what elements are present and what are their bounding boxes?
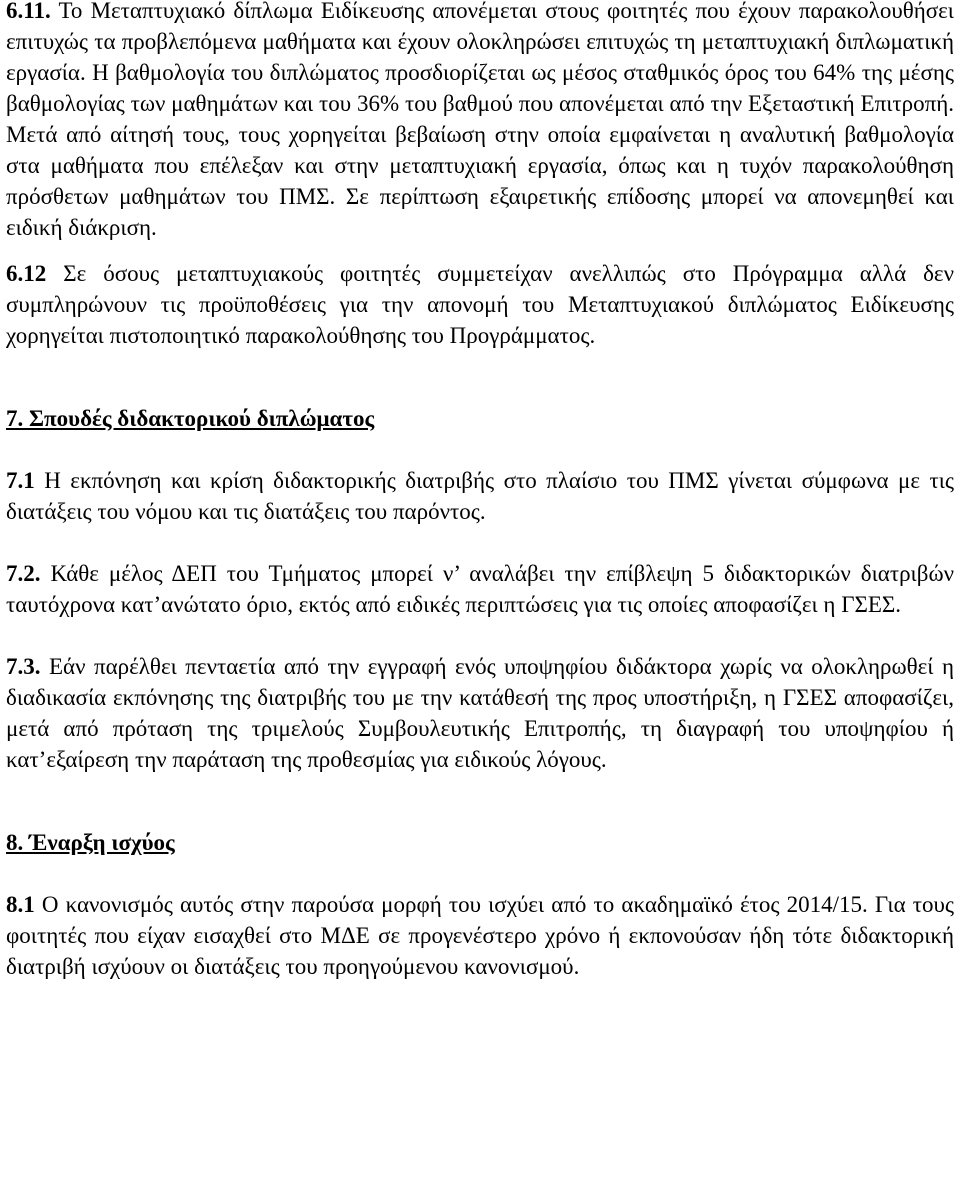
section-number: 6.11.	[6, 0, 51, 23]
paragraph-text: Η εκπόνηση και κρίση διδακτορικής διατριβής στο πλαίσιο του ΠΜΣ γίνεται σύμφωνα με τις διατάξεις του νόμου και τις διατάξεις του παρόντος.	[6, 468, 954, 524]
spacer	[6, 351, 954, 403]
section-heading-8: 8. Έναρξη ισχύος	[6, 830, 175, 855]
section-number: 6.12	[6, 261, 47, 286]
paragraph-text: Εάν παρέλθει πενταετία από την εγγραφή ενός υποψηφίου διδάκτορα χωρίς να ολοκληρωθεί η διαδικασία εκπόνησης της διατριβής του με την κατάθεσή της προς υποστήριξη, η ΓΣΕΣ αποφασίζει, μετά από πρόταση της τριμελούς Συμβουλευτικής Επιτροπής, τη διαγραφή του υποψηφίου ή κατ’εξαίρεση την παράταση της προθεσμίας για ειδικούς λόγους.	[6, 654, 954, 772]
spacer	[6, 243, 954, 258]
paragraph-text: Σε όσους μεταπτυχιακούς φοιτητές συμμετείχαν ανελλιπώς στο Πρόγραμμα αλλά δεν συμπληρώνουν τις προϋποθέσεις για την απονομή του Μεταπτυχιακού διπλώματος Ειδίκευσης χορηγείται πιστοποιητικό παρακολούθησης του Προγράμματος.	[6, 261, 954, 348]
document-page	[6, 0, 954, 982]
paragraph-8-1	[6, 889, 954, 982]
paragraph-6-12	[6, 258, 954, 351]
paragraph-6-11	[6, 0, 954, 243]
spacer	[6, 620, 954, 651]
section-number: 7.1	[6, 468, 35, 493]
paragraph-7-2	[6, 558, 954, 620]
section-number: 8.1	[6, 892, 35, 917]
spacer	[6, 858, 954, 889]
spacer	[6, 775, 954, 827]
spacer	[6, 434, 954, 465]
section-heading-7: 7. Σπουδές διδακτορικού διπλώματος	[6, 406, 375, 431]
paragraph-text: Ο κανονισμός αυτός στην παρούσα μορφή του ισχύει από το ακαδημαϊκό έτος 2014/15. Για τους φοιτητές που είχαν εισαχθεί στο ΜΔΕ σε προγενέστερο χρόνο ή εκπονούσαν ήδη τότε διδακτορική διατριβή ισχύουν οι διατάξεις του προηγούμενου κανονισμού.	[6, 892, 954, 979]
section-number: 7.2.	[6, 561, 41, 586]
section-number: 7.3.	[6, 654, 41, 679]
spacer	[6, 527, 954, 558]
paragraph-text: Το Μεταπτυχιακό δίπλωμα Ειδίκευσης απονέμεται στους φοιτητές που έχουν παρακολουθήσει επιτυχώς τα προβλεπόμενα μαθήματα και έχουν ολοκληρώσει επιτυχώς τη μεταπτυχιακή διπλωματική εργασία. Η βαθμολογία του διπλώματος προσδιορίζεται ως μέσος σταθμικός όρος του 64% της μέσης βαθμολογίας των μαθημάτων και του 36% του βαθμού που απονέμεται από την Εξεταστική Επιτροπή. Μετά από αίτησή τους, τους χορηγείται βεβαίωση στην οποία εμφαίνεται η αναλυτική βαθμολογία στα μαθήματα που επέλεξαν και στην μεταπτυχιακή εργασία, όπως και η τυχόν παρακολούθηση πρόσθετων μαθημάτων του ΠΜΣ. Σε περίπτωση εξαιρετικής επίδοσης μπορεί να απονεμηθεί και ειδική διάκριση.	[6, 0, 954, 240]
paragraph-7-3	[6, 651, 954, 775]
paragraph-7-1	[6, 465, 954, 527]
paragraph-text: Κάθε μέλος ΔΕΠ του Τμήματος μπορεί ν’ αναλάβει την επίβλεψη 5 διδακτορικών διατριβών ταυτόχρονα κατ’ανώτατο όριο, εκτός από ειδικές περιπτώσεις για τις οποίες αποφασίζει η ΓΣΕΣ.	[6, 561, 954, 617]
